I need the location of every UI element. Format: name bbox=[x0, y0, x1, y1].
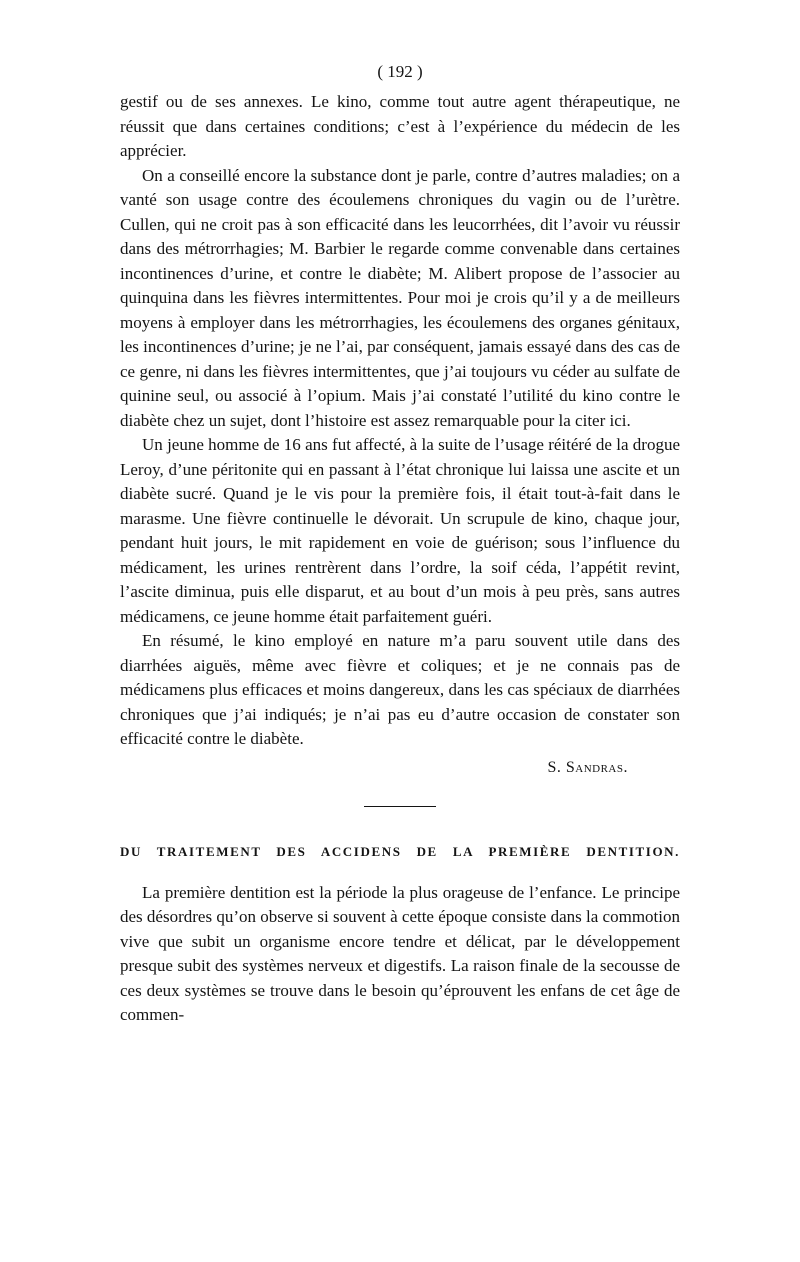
book-page bbox=[120, 62, 680, 1028]
paragraph-summary: En résumé, le kino employé en nature m’a paru souvent utile dans des diarrhées aiguës, même avec fièvre et coliques; et je ne connais pas de médicamens plus efficaces et moins dangereux, dans les cas spéciaux de diarrhées chroniques que j’ai indiqués; je n’ai pas eu d’autre occasion de constater son efficacité contre le diabète. bbox=[120, 631, 680, 748]
section-divider bbox=[364, 806, 436, 807]
paragraph-kino-uses: On a conseillé encore la substance dont je parle, contre d’autres maladies; on a vanté son usage contre des écoulemens chroniques du vagin ou de l’urètre. Cullen, qui ne croit pas à son efficacité dans les leucorrhées, dit l’avoir vu réussir dans des métrorrhagies; M. Barbier le regarde comme convenable dans certaines incontinences d’urine, et contre le diabète; M. Alibert propose de l’associer au quinquina dans les fièvres intermittentes. Pour moi je crois qu’il y a de meilleurs moyens à employer dans les métrorrhagies, les écoulemens des organes génitaux, les incontinences d’urine; je ne l’ai, par conséquent, jamais essayé dans des cas de ce genre, ni dans les fièvres intermittentes, que j’ai toujours vu céder au sulfate de quinine seul, ou associé à l’opium. Mais j’ai constaté l’utilité du kino contre le diabète chez un sujet, dont l’histoire est assez remarquable pour la citer ici. bbox=[120, 165, 680, 430]
page-number: ( 192 ) bbox=[377, 62, 423, 81]
section-title: DU TRAITEMENT DES ACCIDENS DE LA PREMIÈRE DENTITION. bbox=[120, 843, 680, 859]
paragraph-case-report: Un jeune homme de 16 ans fut affecté, à la suite de l’usage réitéré de la drogue Leroy, d’une péritonite qui en passant à l’état chronique lui laissa une ascite et un diabète sucré. Quand je le vis pour la première fois, il était tout-à-fait dans le marasme. Une fièvre continuelle le dévorait. Un scrupule de kino, chaque jour, pendant huit jours, le mit rapidement en voie de guérison; sous l’influence du médicament, les urines rentrèrent dans l’ordre, la soif céda, l’appétit revint, l’ascite diminua, puis elle disparut, et au bout d’un mois à peu près, sans autres médicamens, ce jeune homme était parfaitement guéri. bbox=[120, 435, 680, 626]
author-signature: S. Sandras. bbox=[547, 758, 628, 776]
paragraph-continuation: gestif ou de ses annexes. Le kino, comme tout autre agent thérapeutique, ne réussit que dans certaines conditions; c’est à l’expérience du médecin de les apprécier. bbox=[120, 92, 680, 160]
section-paragraph: La première dentition est la période la plus orageuse de l’enfance. Le principe des désordres qu’on observe si souvent à cette époque consiste dans la commotion vive que subit un organisme encore tendre et délicat, par le développement presque subit des systèmes nerveux et digestifs. La raison finale de la secousse de ces deux systèmes se trouve dans le besoin qu’éprouvent les enfans de cet âge de commen- bbox=[120, 882, 680, 1024]
